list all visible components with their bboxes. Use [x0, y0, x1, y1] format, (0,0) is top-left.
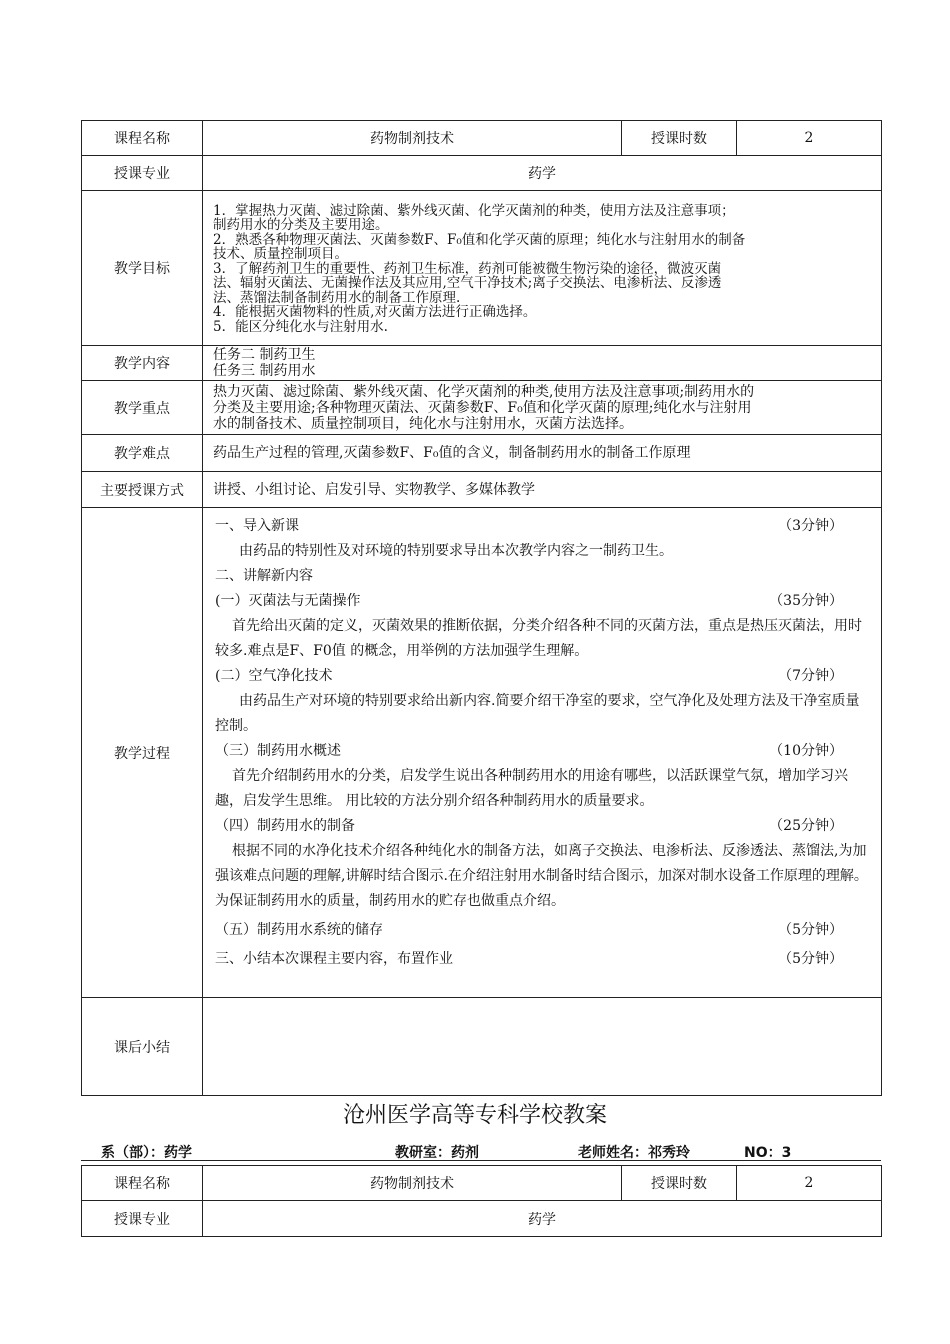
- objective-line: 5．能区分纯化水与注射用水.: [213, 318, 388, 335]
- part-text: 由药品生产对环境的特别要求给出新内容.简要介绍干净室的要求，空气净化及处理方法及干净室质量控制。: [215, 693, 860, 734]
- part-text: 首先介绍制药用水的分类，启发学生说出各种制药用水的用途有哪些，以活跃课堂气氛，增加学习兴趣，启发学生思维。 用比较的方法分别介绍各种制药用水的质量要求。: [215, 768, 848, 809]
- department: 系（部）：药学: [101, 1145, 192, 1161]
- difficulty-value: 药品生产过程的管理,灭菌参数F、F₀值的含义，制备制药用水的制备工作原理: [203, 435, 882, 472]
- process-part-2: [215, 664, 869, 689]
- objective-line: 制药用水的分类及主要用途。: [213, 217, 389, 234]
- part-text: 根据不同的水净化技术介绍各种纯化水的制备方法，如离子交换法、电渗析法、反渗透法、蒸馏法,为加强该难点问题的理解,讲解时结合图示.在介绍注射用水制备时结合图示，加深对制水设备工作原理的理解。为保证制药用水的质量，制药用水的贮存也做重点介绍。: [215, 843, 868, 909]
- content-cell: [203, 346, 882, 381]
- section-text: 由药品的特别性及对环境的特别要求导出本次教学内容之一制药卫生。: [239, 543, 673, 559]
- row-content: [82, 346, 882, 381]
- objectives-cell: [203, 191, 882, 346]
- row-keypoints: [82, 381, 882, 435]
- objective-line: 法、蒸馏法制备制药用水的制备工作原理.: [213, 289, 461, 306]
- methods-value: 讲授、小组讨论、启发引导、实物教学、多媒体教学: [203, 472, 882, 508]
- course-name-value: 药物制剂技术: [203, 1166, 622, 1201]
- document-title: 沧州医学高等专科学校教案: [342, 1103, 607, 1128]
- hours-value: 2: [737, 121, 882, 156]
- row-course-name: [82, 121, 882, 156]
- summary-value: [203, 998, 882, 1096]
- part-title: (二）空气净化技术: [215, 668, 333, 684]
- teaching-office: 教研室：药剂: [395, 1145, 479, 1161]
- content-label: 教学内容: [82, 346, 203, 381]
- objective-line: 技术、质量控制项目。: [213, 246, 348, 263]
- process-label: 教学过程: [82, 508, 203, 998]
- objective-line: 1．掌握热力灭菌、滤过除菌、紫外线灭菌、化学灭菌剂的种类，使用方法及注意事项；: [213, 202, 735, 219]
- part-duration: （5分钟）: [778, 922, 843, 938]
- process-section-1: [215, 514, 869, 539]
- process-part-1: [215, 589, 869, 614]
- methods-label: 主要授课方式: [82, 472, 203, 508]
- row-course-name: [82, 1166, 882, 1201]
- summary-label: 课后小结: [82, 998, 203, 1096]
- meta-underline: [81, 1160, 881, 1161]
- part-title: (一）灭菌法与无菌操作: [215, 593, 361, 609]
- document-number: NO：3: [744, 1145, 792, 1161]
- process-part-3: [215, 739, 869, 764]
- content-line: 任务二 制药卫生: [213, 347, 316, 363]
- lesson-plan-table-2: [81, 1165, 882, 1237]
- hours-label: 授课时数: [622, 121, 737, 156]
- lesson-plan-table-1: [81, 120, 882, 1096]
- document-meta: [81, 1142, 881, 1160]
- teacher-name: 老师姓名：祁秀玲: [578, 1145, 690, 1161]
- row-major: [82, 156, 882, 191]
- row-difficulty: [82, 435, 882, 472]
- row-major: [82, 1201, 882, 1237]
- major-value: 药学: [203, 156, 882, 191]
- row-methods: [82, 472, 882, 508]
- process-section-3: [215, 947, 869, 972]
- objective-line: 2．熟悉各种物理灭菌法、灭菌参数F、F₀值和化学灭菌的原理；纯化水与注射用水的制备: [213, 231, 746, 248]
- difficulty-label: 教学难点: [82, 435, 203, 472]
- course-name-label: 课程名称: [82, 1166, 203, 1201]
- keypoints-label: 教学重点: [82, 381, 203, 435]
- part-duration: （25分钟）: [769, 818, 843, 834]
- section-title: 二、讲解新内容: [215, 568, 313, 584]
- objective-line: 4．能根据灭菌物料的性质,对灭菌方法进行正确选择。: [213, 304, 537, 321]
- hours-value: 2: [737, 1166, 882, 1201]
- part-title: （三）制药用水概述: [215, 743, 341, 759]
- part-duration: （35分钟）: [769, 593, 843, 609]
- part-title: （四）制药用水的制备: [215, 818, 355, 834]
- process-part-4: [215, 814, 869, 839]
- objectives-label: 教学目标: [82, 191, 203, 346]
- section-title: 三、小结本次课程主要内容，布置作业: [215, 951, 453, 967]
- keypoints-cell: [203, 381, 882, 435]
- keypoint-line: 热力灭菌、滤过除菌、紫外线灭菌、化学灭菌剂的种类,使用方法及注意事项;制药用水的: [213, 383, 755, 400]
- part-duration: （10分钟）: [769, 743, 843, 759]
- process-part-5: [215, 918, 869, 943]
- content-line: 任务三 制药用水: [213, 363, 316, 379]
- major-value: 药学: [203, 1201, 882, 1237]
- section-title: 一、导入新课: [215, 518, 299, 534]
- major-label: 授课专业: [82, 156, 203, 191]
- process-section-2: [215, 564, 869, 589]
- row-process: [82, 508, 882, 998]
- objective-line: 3．了解药剂卫生的重要性、药剂卫生标准，药剂可能被微生物污染的途径，微波灭菌: [213, 260, 722, 277]
- part-duration: （7分钟）: [778, 668, 843, 684]
- keypoint-line: 分类及主要用途;各种物理灭菌法、灭菌参数F、F₀值和化学灭菌的原理;纯化水与注射用: [213, 399, 752, 416]
- section-duration: （5分钟）: [778, 951, 843, 967]
- row-objectives: [82, 191, 882, 346]
- part-text: 首先给出灭菌的定义，灭菌效果的推断依据，分类介绍各种不同的灭菌方法，重点是热压灭菌法，用时较多.难点是F、F0值 的概念，用举例的方法加强学生理解。: [215, 618, 862, 659]
- major-label: 授课专业: [82, 1201, 203, 1237]
- part-title: （五）制药用水系统的储存: [215, 922, 383, 938]
- section-duration: （3分钟）: [778, 518, 843, 534]
- keypoint-line: 水的制备技术、质量控制项目，纯化水与注射用水，灭菌方法选择。: [213, 415, 633, 432]
- hours-label: 授课时数: [622, 1166, 737, 1201]
- process-cell: [203, 508, 882, 998]
- course-name-value: 药物制剂技术: [203, 121, 622, 156]
- objective-line: 法、辐射灭菌法、无菌操作法及其应用,空气干净技术;离子交换法、电渗析法、反渗透: [213, 275, 722, 292]
- course-name-label: 课程名称: [82, 121, 203, 156]
- row-summary: [82, 998, 882, 1096]
